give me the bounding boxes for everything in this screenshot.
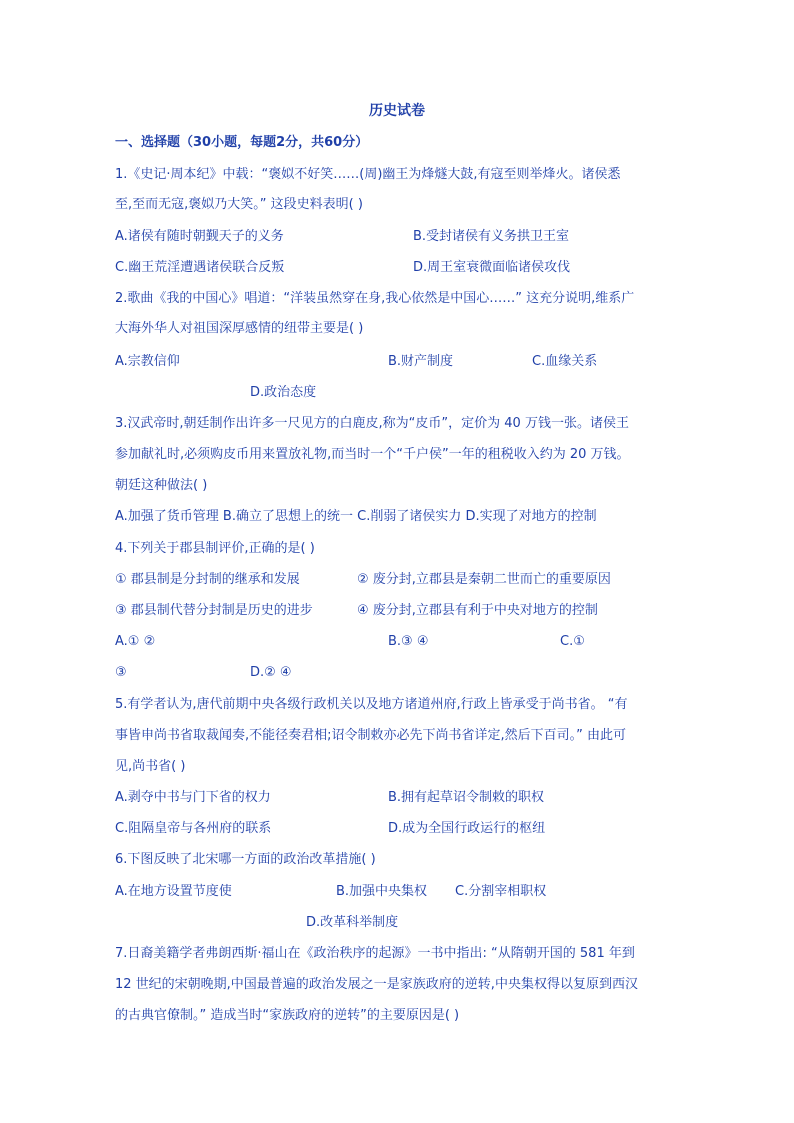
q5-stem-line2: 事皆申尚书省取裁闻奏,不能径奏君相;诏令制敕亦必先下尚书省详定,然后下百司。” 由此可 <box>115 728 627 743</box>
q3-stem-line3: 朝廷这种做法( ) <box>115 478 208 493</box>
q6-option-a: A.在地方设置节度使 <box>115 884 232 899</box>
q6-option-c: C.分割宰相职权 <box>455 884 547 899</box>
exam-title: 历史试卷 <box>369 103 425 119</box>
q1-option-c: C.幽王荒淫遭遇诸侯联合反叛 <box>115 260 285 275</box>
q4-option-a: A.① ② <box>115 634 156 649</box>
q4-statement-4: ④ 废分封,立郡县有利于中央对地方的控制 <box>357 603 598 618</box>
q6-stem: 6.下图反映了北宋哪一方面的政治改革措施( ) <box>115 852 376 867</box>
q6-option-b: B.加强中央集权 <box>336 884 428 899</box>
q5-option-d: D.成为全国行政运行的枢纽 <box>388 821 546 836</box>
q2-option-a: A.宗教信仰 <box>115 354 180 369</box>
q1-stem-line1: 1.《史记·周本纪》中载：“褒姒不好笑……(周)幽王为烽燧大鼓,有寇至则举烽火。诸侯悉 <box>115 167 621 182</box>
q5-option-a: A.剥夺中书与门下省的权力 <box>115 790 271 805</box>
q7-stem-line3: 的古典官僚制。” 造成当时“家族政府的逆转”的主要原因是( ) <box>115 1008 460 1023</box>
q2-stem-line1: 2.歌曲《我的中国心》唱道：“洋装虽然穿在身,我心依然是中国心……” 这充分说明,维系广 <box>115 291 635 306</box>
q4-option-b: B.③ ④ <box>388 634 429 649</box>
q1-option-a: A.诸侯有随时朝觐天子的义务 <box>115 229 284 244</box>
q3-stem-line1: 3.汉武帝时,朝廷制作出许多一尺见方的白鹿皮,称为“皮币”，定价为 40 万钱一张。诸侯王 <box>115 416 629 431</box>
q2-option-d: D.政治态度 <box>250 385 317 400</box>
q4-statement-2: ② 废分封,立郡县是秦朝二世而亡的重要原因 <box>357 572 611 587</box>
q6-option-d: D.改革科举制度 <box>306 915 399 930</box>
q5-stem-line3: 见,尚书省( ) <box>115 759 186 774</box>
q4-option-c: C.① <box>560 634 585 649</box>
q3-stem-line2: 参加献礼时,必须购皮币用来置放礼物,而当时一个“千户侯”一年的租税收入约为 20 万钱。 <box>115 447 630 462</box>
q7-stem-line1: 7.日裔美籍学者弗朗西斯·福山在《政治秩序的起源》一书中指出: “从隋朝开国的 581 年到 <box>115 946 635 961</box>
q5-option-c: C.阻隔皇帝与各州府的联系 <box>115 821 272 836</box>
q5-stem-line1: 5.有学者认为,唐代前期中央各级行政机关以及地方诸道州府,行政上皆承受于尚书省。 “有 <box>115 697 628 712</box>
section-heading: 一、选择题（30小题，每题2分，共60分） <box>115 135 369 150</box>
q4-stem: 4.下列关于郡县制评价,正确的是( ) <box>115 541 315 556</box>
q4-option-d: D.② ④ <box>250 665 292 680</box>
q2-stem-line2: 大海外华人对祖国深厚感情的纽带主要是( ) <box>115 321 364 336</box>
q2-option-b: B.财产制度 <box>388 354 454 369</box>
q4-statement-1: ① 郡县制是分封制的继承和发展 <box>115 572 300 587</box>
q5-option-b: B.拥有起草诏令制敕的职权 <box>388 790 545 805</box>
q1-option-d: D.周王室衰微面临诸侯攻伐 <box>413 260 571 275</box>
q1-stem-line2: 至,至而无寇,褒姒乃大笑。” 这段史料表明( ) <box>115 197 363 212</box>
q4-statement-3: ③ 郡县制代替分封制是历史的进步 <box>115 603 313 618</box>
q2-option-c: C.血缘关系 <box>532 354 598 369</box>
q1-option-b: B.受封诸侯有义务拱卫王室 <box>413 229 570 244</box>
q4-option-c-cont: ③ <box>115 665 127 680</box>
q3-options: A.加强了货币管理 B.确立了思想上的统一 C.削弱了诸侯实力 D.实现了对地方的控制 <box>115 509 597 524</box>
q7-stem-line2: 12 世纪的宋朝晚期,中国最普遍的政治发展之一是家族政府的逆转,中央集权得以复原到西汉 <box>115 977 638 992</box>
